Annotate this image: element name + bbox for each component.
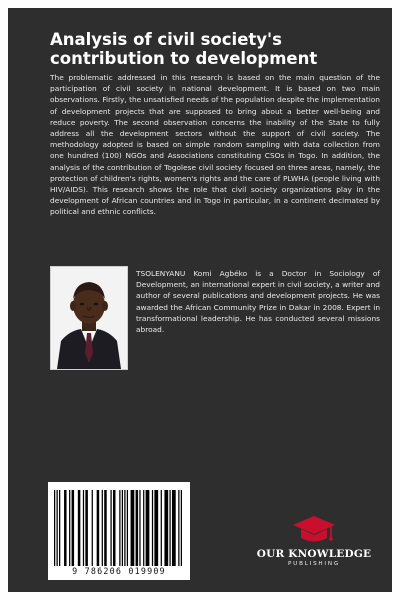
book-summary: The problematic addressed in this research is based on the main question of the participation of civil society in national development. It is based on two main observations. Firstly, the unsatisfied needs of the population despite the implementation of development projects that are supposed to bring about a better well-being and reduce poverty. The second observation concerns the inability of the State to fully address all the development sectors without the support of civil society. The methodology adopted is based on simple random sampling with data collection from one hundred (100) NGOs and Associations constituting CSOs in Togo. In addition, the analysis of the contribution of Togolese civil society focused on three areas, namely, the protection of children's rights, women's rights and the care of PLWHA (people living with HIV/AIDS). This research shows the role that civil society organizations play in the development of African countries and in Togo in particular, in a continent decimated by political and ethnic conflicts. xyxy=(50,73,380,217)
book-title: Analysis of civil society's contribution to development xyxy=(50,30,318,68)
back-cover xyxy=(8,8,392,592)
barcode-bar xyxy=(59,490,60,566)
barcode-bar xyxy=(64,490,67,566)
barcode-bar xyxy=(146,490,150,566)
barcode-bar xyxy=(122,490,123,566)
barcode-bar xyxy=(131,490,135,566)
barcode-bar xyxy=(161,490,162,566)
barcode-bar xyxy=(54,490,55,566)
publisher-name: OUR KNOWLEDGE xyxy=(256,548,372,560)
barcode-bar xyxy=(72,490,75,566)
barcode-bar xyxy=(92,490,93,566)
barcode-bar xyxy=(181,490,182,566)
barcode-bar xyxy=(154,490,158,566)
barcode-bar xyxy=(172,490,176,566)
barcode-bar xyxy=(113,490,116,566)
barcode-bars xyxy=(54,490,184,566)
barcode-bar xyxy=(102,490,103,566)
barcode-bar xyxy=(110,490,111,566)
graduation-cap-icon xyxy=(291,514,337,546)
barcode-bar xyxy=(104,490,107,566)
author-bio: TSOLENYANU Komi Agbéko is a Doctor in Sociology of Development, an international expert in civil society, a writer and author of several publications and development projects. He was awarded the African Community Prize in Dakar in 2008. Expert in transformational leadership. He has conducted several missions abroad. xyxy=(136,269,380,335)
author-photo xyxy=(50,266,128,370)
barcode-bar xyxy=(69,490,70,566)
barcode-bar xyxy=(136,490,139,566)
barcode-bar xyxy=(152,490,153,566)
barcode-bar xyxy=(127,490,128,566)
barcode-digits: 9 786206 019909 xyxy=(72,566,166,576)
isbn-barcode xyxy=(48,482,190,580)
publisher-block xyxy=(254,514,374,567)
barcode-bar xyxy=(143,490,144,566)
barcode-bar xyxy=(57,490,58,566)
barcode-bar xyxy=(164,490,168,566)
barcode-bar xyxy=(139,490,140,566)
barcode-bar xyxy=(78,490,81,566)
barcode-bar xyxy=(85,490,88,566)
barcode-bar xyxy=(97,490,100,566)
publisher-subtitle: PUBLISHING xyxy=(288,561,340,567)
barcode-bar xyxy=(83,490,84,566)
author-portrait-image xyxy=(51,267,127,369)
barcode-bar xyxy=(178,490,179,566)
barcode-bar xyxy=(124,490,125,566)
barcode-bar xyxy=(169,490,170,566)
barcode-bar xyxy=(119,490,120,566)
